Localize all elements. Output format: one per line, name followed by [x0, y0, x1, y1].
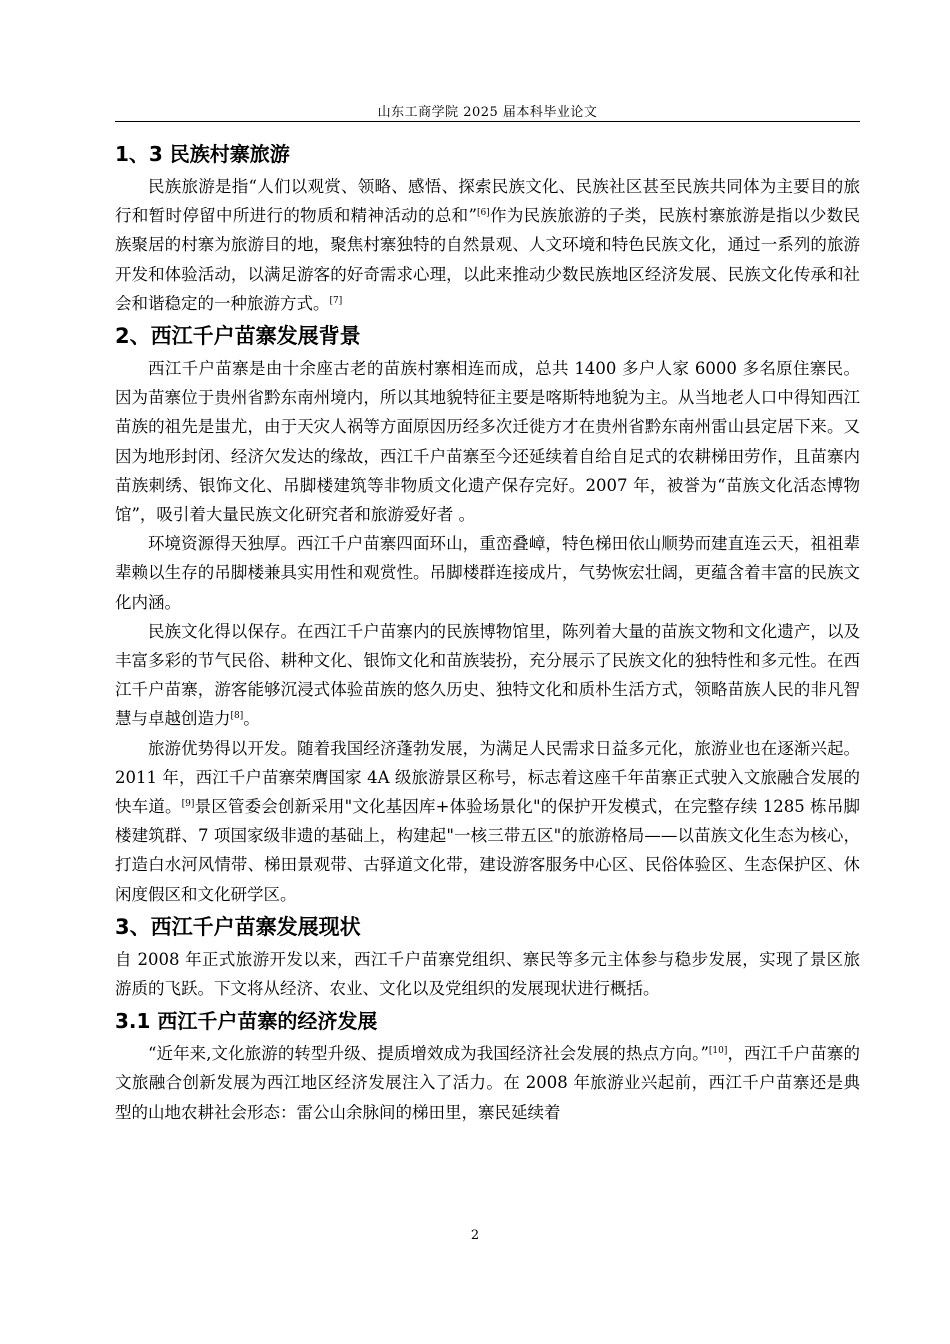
citation-ref: [7] [329, 295, 343, 306]
section-heading-2: 2、西江千户苗寨发展背景 [115, 324, 361, 349]
text-run: ，西江千户苗寨的文旅融合创新发展为西江地区经济发展注入了活力。在 2008 年旅游业兴起前，西江千户苗寨还是典型的山地农耕社会形态：雷公山余脉间的梯田里，寨民延续着 [115, 1044, 860, 1122]
citation-ref: [6] [476, 208, 490, 219]
paragraph [115, 172, 860, 318]
paragraph: 自 2008 年正式旅游开发以来，西江千户苗寨党组织、寨民等多元主体参与稳步发展，实现了景区旅游质的飞跃。下文将从经济、农业、文化以及党组织的发展现状进行概括。 [115, 949, 860, 999]
paragraph [115, 1039, 860, 1127]
text-run: 。 [243, 709, 260, 729]
text-run: “近年来,文化旅游的转型升级、提质增效成为我国经济社会发展的热点方向。” [148, 1044, 709, 1064]
citation-ref: [10] [708, 1046, 728, 1057]
section-heading-3: 3、西江千户苗寨发展现状 [115, 914, 361, 939]
body-content [115, 136, 860, 1127]
citation-ref: [9] [181, 799, 195, 810]
citation-ref: [8] [230, 711, 244, 722]
header-rule [115, 121, 860, 122]
text-run: 民族文化得以保存。在西江千户苗寨内的民族博物馆里，陈列着大量的苗族文物和文化遗产，以及丰富多彩的节气民俗、耕种文化、银饰文化和苗族装扮，充分展示了民族文化的独特性和多元性。在西江千户苗寨，游客能够沉浸式体验苗族的悠久历史、独特文化和质朴生活方式，领略苗族人民的非凡智慧与卓越创造力 [115, 621, 860, 729]
paragraph [115, 734, 860, 909]
text-run: 民族旅游是指“人们以观赏、领略、感悟、探索民族文化、民族社区甚至民族共同体为主要目的旅行和暂时停留中所进行的物质和精神活动的总和” [115, 177, 860, 226]
section-heading-1-3: 1、3 民族村寨旅游 [115, 142, 290, 166]
text-run: 旅游优势得以开发。随着我国经济蓬勃发展，为满足人民需求日益多元化，旅游业也在逐渐兴起。2011 年，西江千户苗寨荣膺国家 4A 级旅游景区称号，标志着这座千年苗寨正式驶入文旅融合发展的快车道。 [115, 738, 860, 817]
text-run: 景区管委会创新采用"文化基因库+体验场景化"的保护开发模式，在完整存续 1285 栋吊脚楼建筑群、7 项国家级非遗的基础上，构建起"一核三带五区"的旅游格局——以苗族文化生态为核心，打造白水河风情带、梯田景观带、古驿道文化带，建设游客服务中心区、民俗体验区、生态保护区、休闲度假区和文化研学区。 [115, 797, 860, 904]
paragraph: 西江千户苗寨是由十余座古老的苗族村寨相连而成，总共 1400 多户人家 6000 多名原住寨民。因为苗寨位于贵州省黔东南州境内，所以其地貌特征主要是喀斯特地貌为主。从当地老人口中得知西江苗族的祖先是蚩尤，由于天灾人祸等方面原因历经多次迁徙方才在贵州省黔东南州雷山县定居下来。又因为地形封闭、经济欠发达的缘故，西江千户苗寨至今还延续着自给自足式的农耕梯田劳作，且苗寨内苗族刺绣、银饰文化、吊脚楼建筑等非物质文化遗产保存完好。2007 年，被誉为“苗族文化活态博物馆”，吸引着大量民族文化研究者和旅游爱好者 。 [115, 359, 860, 525]
running-header: 山东工商学院 2025 届本科毕业论文 [377, 105, 598, 120]
paragraph: 环境资源得天独厚。西江千户苗寨四面环山，重峦叠嶂，特色梯田依山顺势而建直连云天，祖祖辈辈赖以生存的吊脚楼兼具实用性和观赏性。吊脚楼群连接成片，气势恢宏壮阔，更蕴含着丰富的民族文化内涵。 [115, 534, 860, 612]
paragraph [115, 617, 860, 734]
page-number: 2 [470, 1228, 480, 1243]
text-run: 作为民族旅游的子类，民族村寨旅游是指以少数民族聚居的村寨为旅游目的地，聚焦村寨独特的自然景观、人文环境和特色民族文化，通过一系列的旅游开发和体验活动，以满足游客的好奇需求心理，以此来推动少数民族地区经济发展、民族文化传承和社会和谐稳定的一种旅游方式。 [115, 206, 861, 313]
section-heading-3-1: 3.1 西江千户苗寨的经济发展 [115, 1009, 378, 1034]
